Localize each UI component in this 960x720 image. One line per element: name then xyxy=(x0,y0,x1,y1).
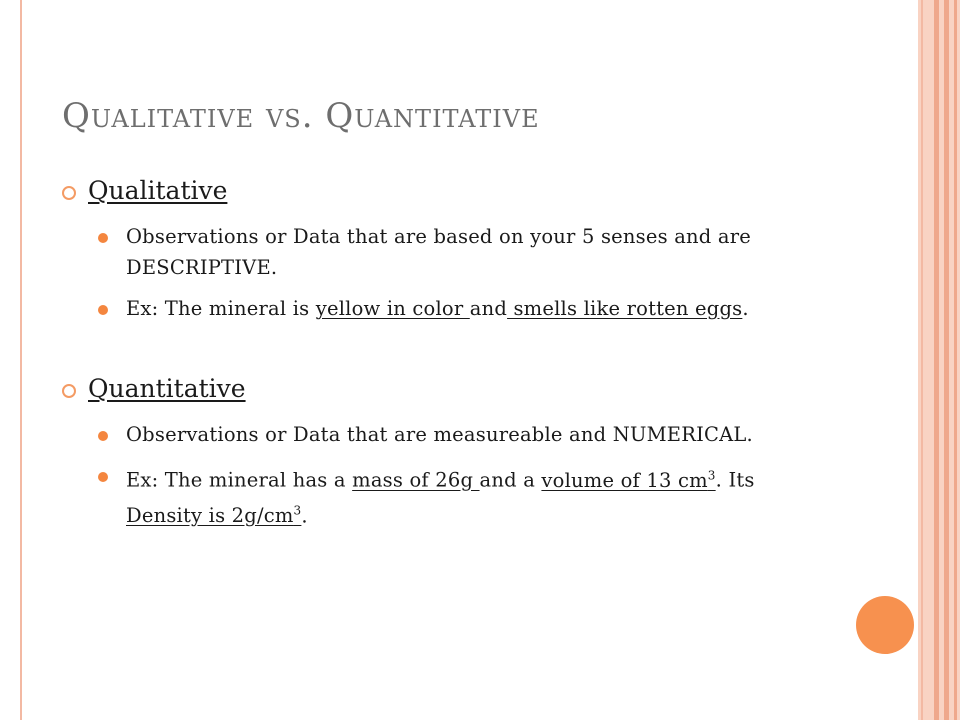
right-border-line xyxy=(921,0,923,720)
example-connector-2: . Its xyxy=(715,468,755,492)
section-heading xyxy=(62,176,822,205)
example-underlined-smell: smells like rotten eggs xyxy=(507,297,743,320)
ring-bullet-icon xyxy=(62,384,76,398)
volume-superscript: 3 xyxy=(707,468,716,482)
section-heading xyxy=(62,374,822,403)
example-underlined-color: yellow in color xyxy=(315,297,470,320)
slide-content xyxy=(62,176,822,581)
example-connector: and xyxy=(469,297,508,320)
ring-bullet-icon xyxy=(62,186,76,200)
heading-text: Quantitative xyxy=(88,374,246,403)
example-underlined-density xyxy=(126,504,301,527)
example-end: . xyxy=(742,297,749,320)
heading-text: Qualitative xyxy=(88,176,228,205)
left-border-line xyxy=(20,0,22,720)
section-quantitative xyxy=(62,374,822,531)
slide-title: Qualitative vs. Quantitative xyxy=(62,96,540,136)
example-item xyxy=(62,460,822,531)
dot-bullet-icon xyxy=(98,233,108,243)
density-superscript: 3 xyxy=(293,503,302,518)
right-stripe xyxy=(934,0,939,720)
definition-text: Observations or Data that are measureable and NUMERICAL. xyxy=(126,423,753,446)
example-underlined-volume xyxy=(541,469,715,492)
right-stripe xyxy=(944,0,949,720)
dot-bullet-icon xyxy=(98,431,108,441)
definition-item xyxy=(62,221,822,283)
example-item xyxy=(62,293,822,324)
definition-item xyxy=(62,419,822,450)
example-prefix: Ex: The mineral is xyxy=(126,297,316,320)
definition-text: Observations or Data that are based on your 5 senses and are DESCRIPTIVE. xyxy=(126,225,751,279)
right-stripe xyxy=(954,0,957,720)
example-underlined-mass: mass of 26g xyxy=(352,468,480,492)
example-connector: and a xyxy=(479,468,542,492)
volume-text: volume of 13 cm xyxy=(541,468,708,492)
section-qualitative xyxy=(62,176,822,324)
example-end: . xyxy=(301,504,308,527)
density-text: Density is 2g/cm xyxy=(126,504,294,527)
dot-bullet-icon xyxy=(98,472,108,482)
decorative-orange-circle xyxy=(856,596,914,654)
dot-bullet-icon xyxy=(98,305,108,315)
example-prefix: Ex: The mineral has a xyxy=(126,468,353,492)
